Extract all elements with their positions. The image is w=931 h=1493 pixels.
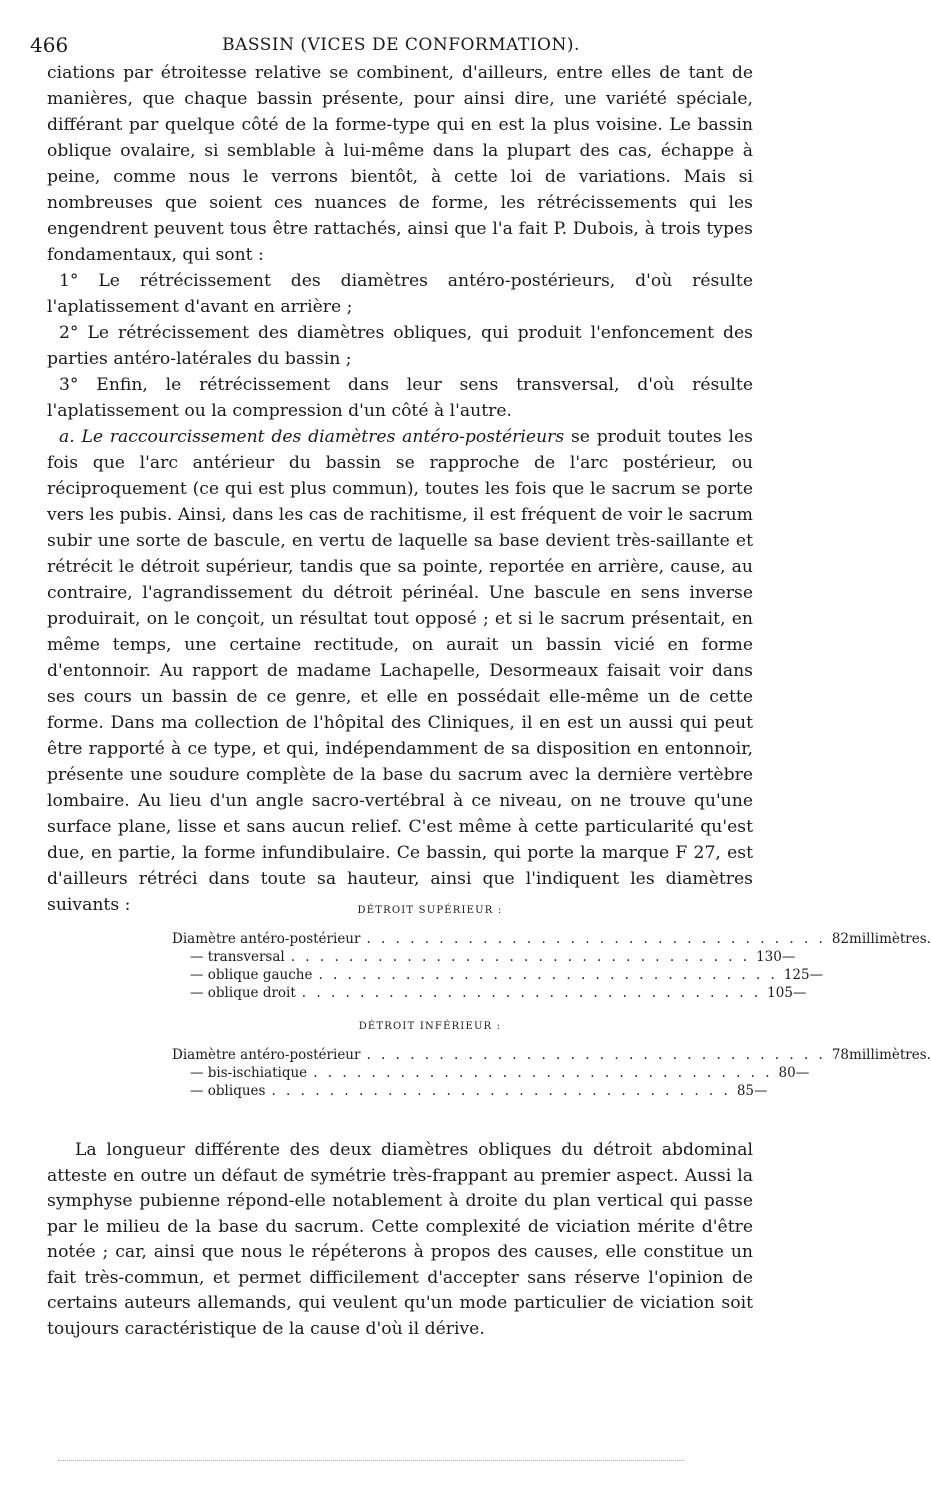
- diameter-value: 78: [831, 1047, 850, 1063]
- diameter-label: — transversal: [190, 949, 285, 965]
- dot-leader: . . . . . . . . . . . . . . . . . . . . . . . . . . . . . . . .: [271, 1083, 731, 1099]
- footer-rule: [58, 1460, 684, 1461]
- running-title: BASSIN (VICES DE CONFORMATION).: [222, 35, 580, 55]
- diameter-label: Diamètre antéro-postérieur: [172, 931, 361, 947]
- diameter-unit: —: [792, 985, 807, 1001]
- diameter-unit: —: [795, 1065, 810, 1081]
- paragraph-6: La longueur différente des deux diamètres obliques du détroit abdominal atteste en outre un défaut de symétrie très-frappant au premier aspect. Aussi la symphyse pubienne répond-elle notablement à droite du plan vertical qui passe par le milieu de la base du sacrum. Cette complexité de viciation mérite d'être notée ; car, ainsi que nous le répéterons à propos des causes, elle constitue un fait très-commun, et permet difficilement d'accepter sans réserve l'opinion de certains auteurs allemands, qui veulent qu'un mode particulier de viciation soit toujours caractéristique de la cause d'où il dérive.: [47, 1140, 753, 1339]
- dot-leader: . . . . . . . . . . . . . . . . . . . . . . . . . . . . . . . .: [366, 1047, 826, 1063]
- diameter-unit: —: [754, 1083, 768, 1099]
- page-number: 466: [30, 33, 69, 57]
- paragraph-3: 2° Le rétrécissement des diamètres obliques, qui produit l'enfoncement des parties antéro-latérales du bassin ;: [47, 323, 753, 369]
- diameter-unit: —: [781, 949, 796, 965]
- table-row: [172, 984, 807, 1002]
- closing-text: [47, 1138, 753, 1342]
- diameter-label: Diamètre antéro-postérieur: [172, 1047, 361, 1063]
- table-row: [172, 948, 796, 966]
- table-row: [172, 1064, 810, 1082]
- table-row: [172, 966, 824, 984]
- page-header: [30, 30, 772, 60]
- diameter-tables: [60, 902, 931, 1100]
- table-row: [172, 1082, 768, 1100]
- inferior-strait-table: [60, 1046, 931, 1100]
- diameter-label: — bis-ischiatique: [190, 1065, 308, 1081]
- diameter-value: 130: [756, 949, 782, 965]
- diameter-value: 85: [736, 1083, 754, 1099]
- paragraph-4: 3° Enfin, le rétrécissement dans leur sens transversal, d'où résulte l'aplatissement ou la compression d'un côté à l'autre.: [47, 375, 753, 421]
- inferior-strait-heading: DÉTROIT INFÉRIEUR :: [358, 1021, 502, 1032]
- diameter-unit: millimètres.: [849, 1047, 931, 1063]
- paragraph-2: 1° Le rétrécissement des diamètres antéro-postérieurs, d'où résulte l'aplatissement d'avant en arrière ;: [47, 271, 753, 317]
- dot-leader: . . . . . . . . . . . . . . . . . . . . . . . . . . . . . . . .: [301, 985, 762, 1001]
- diameter-value: 82: [831, 931, 850, 947]
- dot-leader: . . . . . . . . . . . . . . . . . . . . . . . . . . . . . . . .: [366, 931, 826, 947]
- dot-leader: . . . . . . . . . . . . . . . . . . . . . . . . . . . . . . . .: [290, 949, 751, 965]
- diameter-label: — oblique gauche: [190, 967, 313, 983]
- superior-strait-heading: DÉTROIT SUPÉRIEUR :: [357, 905, 503, 916]
- diameter-label: — oblique droit: [190, 985, 296, 1001]
- diameter-value: 105: [767, 985, 793, 1001]
- paragraph-5-text: se produit toutes les fois que l'arc antérieur du bassin se rapproche de l'arc postérieur, ou réciproquement (ce qui est plus commun), toutes les fois que le sacrum se porte vers les pubis. Ainsi, dans les cas de rachitisme, il est fréquent de voir le sacrum subir une sorte de bascule, en vertu de laquelle sa base devient très-saillante et rétrécit le détroit supérieur, tandis que sa pointe, reportée en arrière, cause, au contraire, l'agrandissement du détroit périnéal. Une bascule en sens inverse produirait, on le conçoit, un résultat tout opposé ; et si le sacrum présentait, en même temps, une certaine rectitude, on aurait un bassin vicié en forme d'entonnoir. Au rapport de madame Lachapelle, Desormeaux faisait voir dans ses cours un bassin de ce genre, et elle en possédait elle-même un de cette forme. Dans ma collection de l'hôpital des Cliniques, il en est un aussi qui peut être rapporté à ce type, et qui, indépendamment de sa disposition en entonnoir, présente une soudure complète de la base du sacrum avec la dernière vertèbre lombaire. Au lieu d'un angle sacro-vertébral à ce niveau, on ne trouve qu'une surface plane, lisse et sans aucun relief. C'est même à cette particularité qu'est due, en partie, la forme infundibulaire. Ce bassin, qui porte la marque F 27, est d'ailleurs rétréci dans toute sa hauteur, ainsi que l'indiquent les diamètres suivants :: [47, 427, 753, 915]
- diameter-value: 125: [783, 967, 810, 983]
- diameter-unit: millimètres.: [849, 931, 931, 947]
- table-row: [172, 930, 931, 948]
- paragraph-1: ciations par étroitesse relative se combinent, d'ailleurs, entre elles de tant de manières, que chaque bassin présente, pour ainsi dire, une variété spéciale, différant par quelque côté de la forme-type qui en est la plus voisine. Le bassin oblique ovalaire, si semblable à lui-même dans la plupart des cas, échappe à peine, comme nous le verrons bientôt, à cette loi de variations. Mais si nombreuses que soient ces nuances de forme, les rétrécissements qui les engendrent peuvent tous être rattachés, ainsi que l'a fait P. Dubois, à trois types fondamentaux, qui sont :: [47, 63, 753, 265]
- dot-leader: . . . . . . . . . . . . . . . . . . . . . . . . . . . . . . . .: [313, 1065, 773, 1081]
- main-text: [47, 60, 753, 918]
- table-row: [172, 1046, 931, 1064]
- diameter-value: 80: [778, 1065, 796, 1081]
- paragraph-5-lead: a. Le raccourcissement des diamètres antéro-postérieurs: [59, 427, 565, 447]
- diameter-unit: —: [809, 967, 824, 983]
- diameter-label: — obliques: [190, 1083, 266, 1099]
- dot-leader: . . . . . . . . . . . . . . . . . . . . . . . . . . . . . . . .: [318, 967, 778, 983]
- superior-strait-table: [60, 930, 931, 1002]
- paragraph-5: [47, 424, 753, 918]
